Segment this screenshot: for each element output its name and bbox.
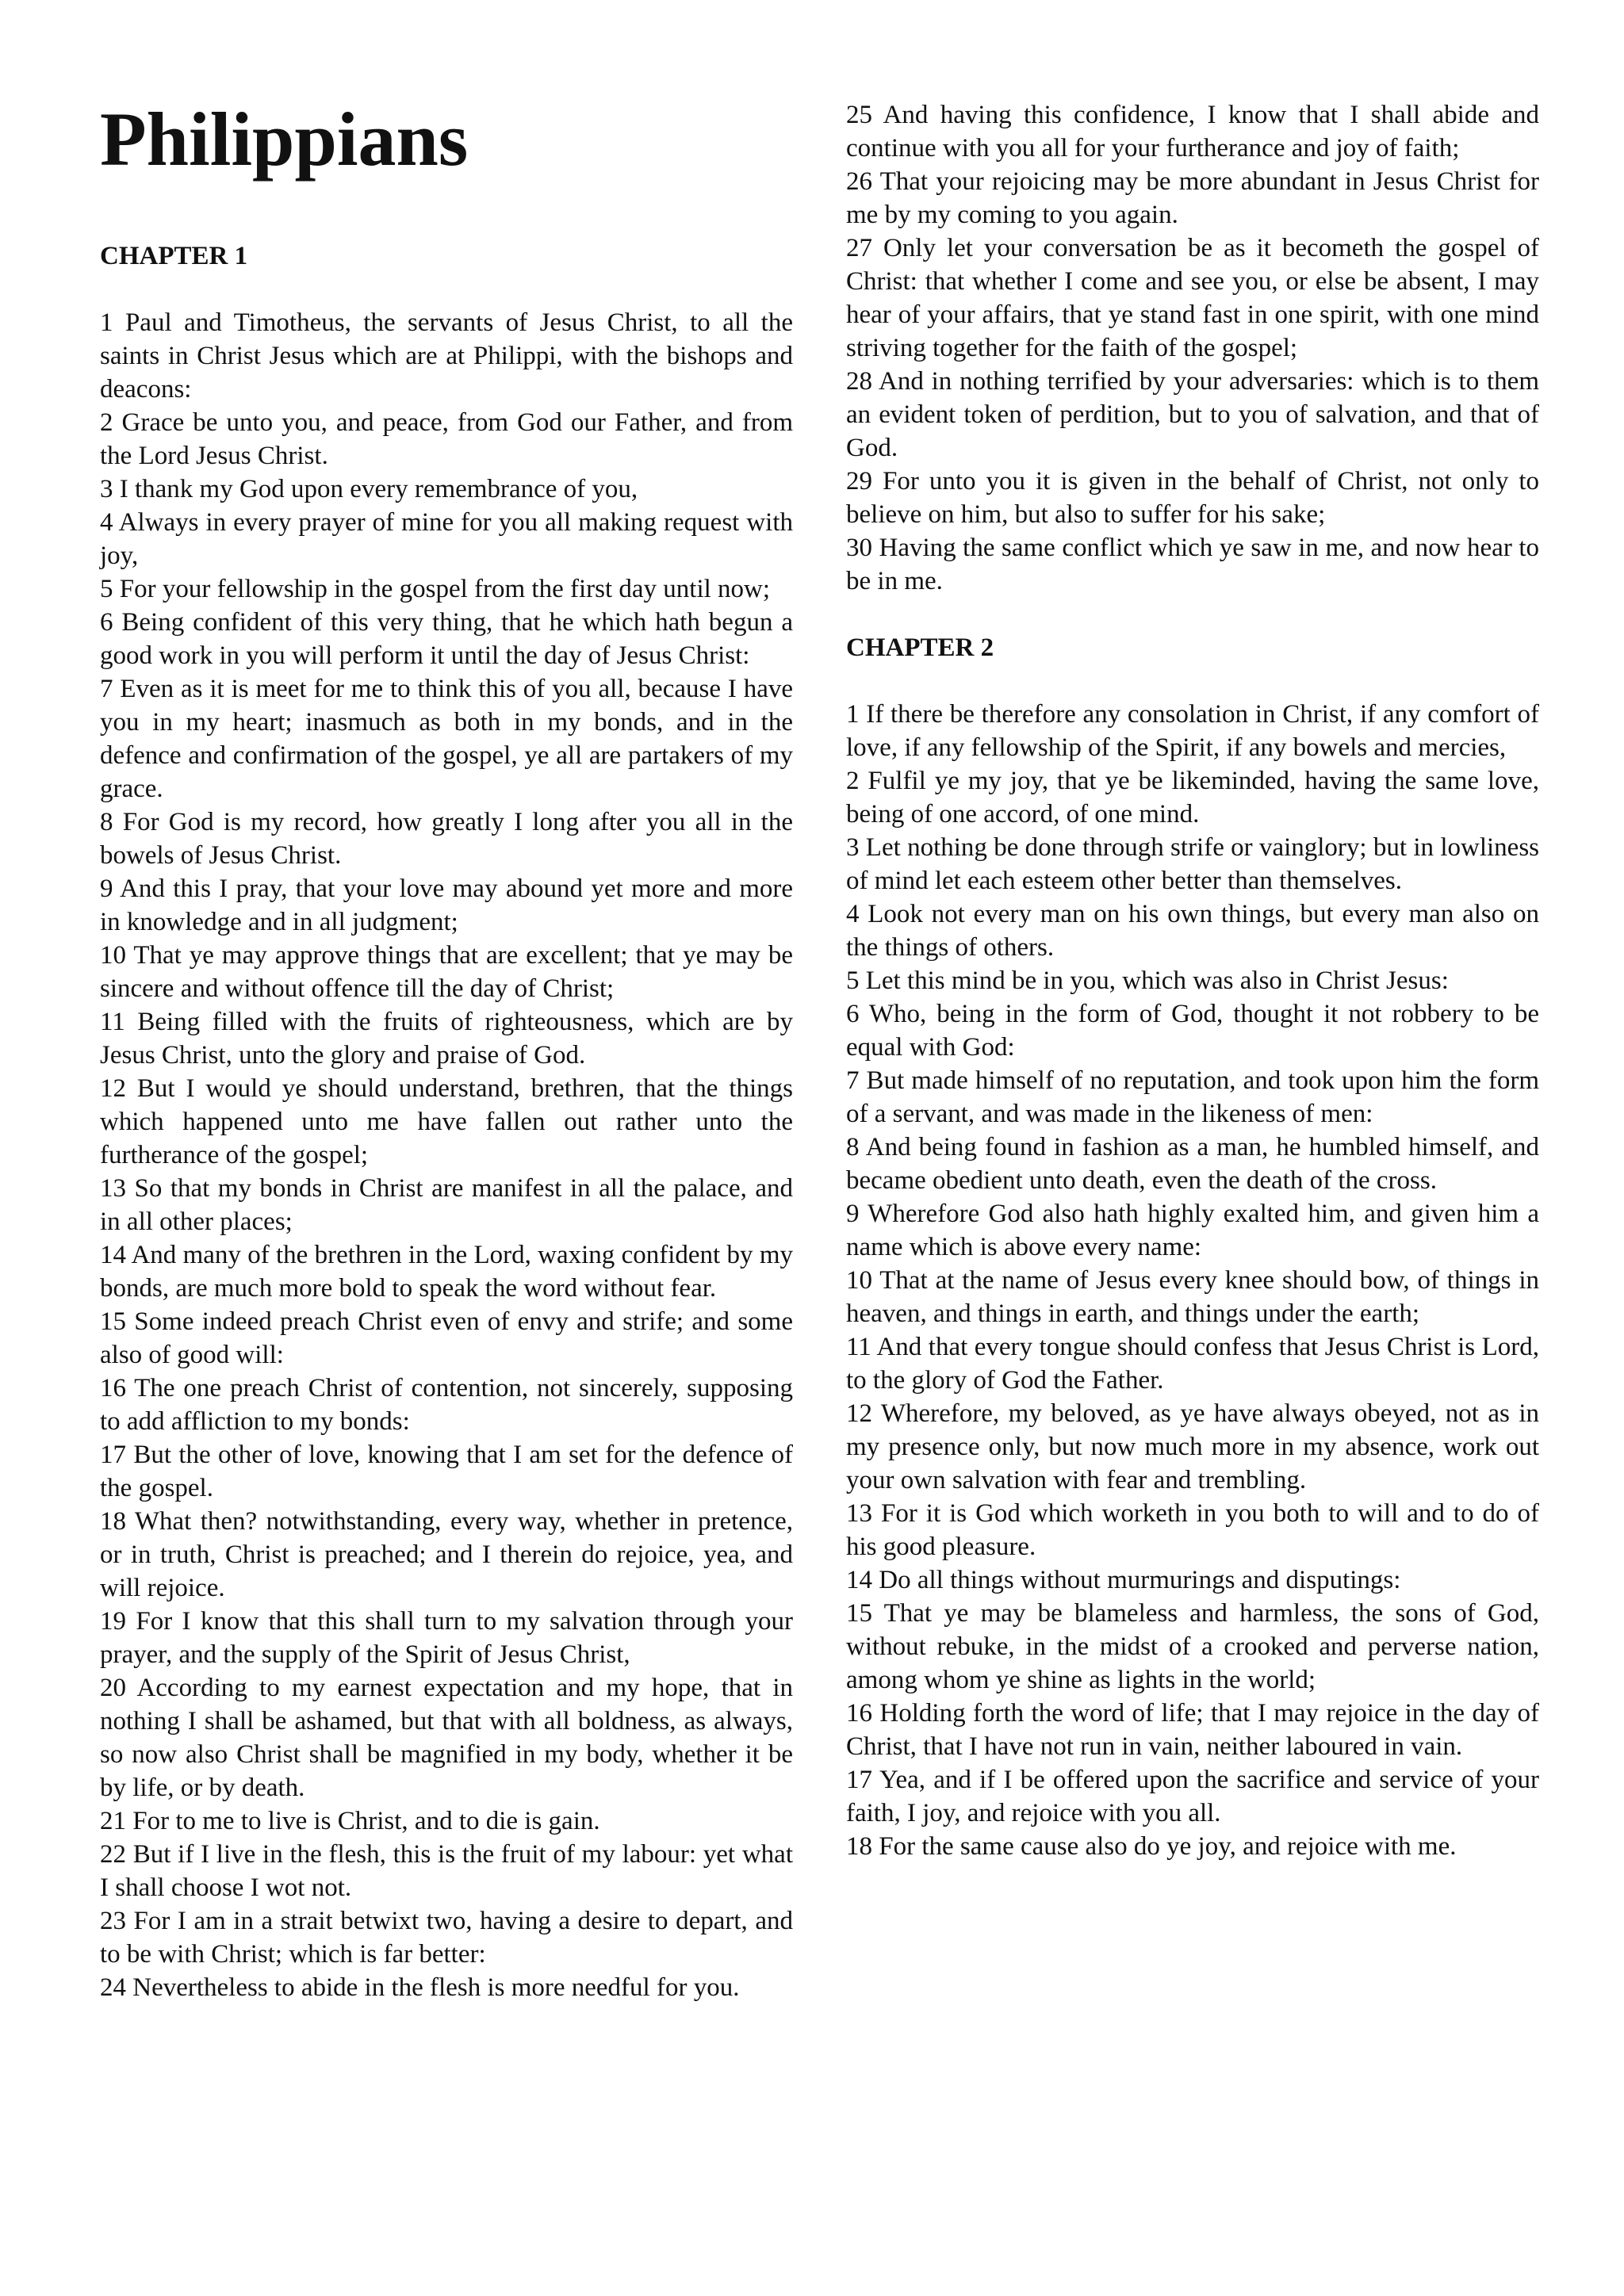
- verse: 12 Wherefore, my beloved, as ye have always obeyed, not as in my presence only, but now much more in my absence, work out your own salvation with fear and trembling.: [846, 1399, 1539, 1494]
- chapter-heading: CHAPTER 1: [100, 242, 248, 270]
- verse: 19 For I know that this shall turn to my salvation through your prayer, and the supply of the Spirit of Jesus Christ,: [100, 1607, 793, 1669]
- verse: 20 According to my earnest expectation and my hope, that in nothing I shall be ashamed, but that with all boldness, as always, so now also Christ shall be magnified in my body, whether it be by life, or by death.: [100, 1674, 793, 1802]
- right-column: [846, 98, 1539, 1863]
- verse: 27 Only let your conversation be as it becometh the gospel of Christ: that whether I come and see you, or else be absent, I may hear of your affairs, that ye stand fast in one spirit, with one mind striving together for the faith of the gospel;: [846, 234, 1539, 362]
- verse: 9 And this I pray, that your love may abound yet more and more in knowledge and in all judgment;: [100, 874, 793, 936]
- verse: 3 I thank my God upon every remembrance of you,: [100, 475, 638, 503]
- chapter-heading: CHAPTER 2: [846, 633, 994, 662]
- verse: 24 Nevertheless to abide in the flesh is more needful for you.: [100, 1973, 740, 2002]
- left-column: [100, 97, 793, 2004]
- verse: 17 But the other of love, knowing that I am set for the defence of the gospel.: [100, 1441, 793, 1502]
- verse: 26 That your rejoicing may be more abundant in Jesus Christ for me by my coming to you again.: [846, 167, 1539, 229]
- verse: 8 And being found in fashion as a man, he humbled himself, and became obedient unto death, even the death of the cross.: [846, 1133, 1539, 1195]
- verse: 1 If there be therefore any consolation in Christ, if any comfort of love, if any fellowship of the Spirit, if any bowels and mercies,: [846, 700, 1539, 762]
- verse: 15 That ye may be blameless and harmless, the sons of God, without rebuke, in the midst of a crooked and perverse nation, among whom ye shine as lights in the world;: [846, 1599, 1539, 1694]
- verse: 14 And many of the brethren in the Lord, waxing confident by my bonds, are much more bold to speak the word without fear.: [100, 1241, 793, 1303]
- verse: 6 Being confident of this very thing, that he which hath begun a good work in you will perform it until the day of Jesus Christ:: [100, 608, 793, 670]
- verse: 28 And in nothing terrified by your adversaries: which is to them an evident token of perdition, but to you of salvation, and that of God.: [846, 367, 1539, 462]
- verse: 11 Being filled with the fruits of righteousness, which are by Jesus Christ, unto the glory and praise of God.: [100, 1008, 793, 1070]
- verse: 25 And having this confidence, I know that I shall abide and continue with you all for your furtherance and joy of faith;: [846, 101, 1539, 163]
- verse: 8 For God is my record, how greatly I long after you all in the bowels of Jesus Christ.: [100, 808, 793, 870]
- verse: 7 Even as it is meet for me to think this of you all, because I have you in my heart; inasmuch as both in my bonds, and in the defence and confirmation of the gospel, ye all are partakers of my grace.: [100, 675, 793, 803]
- verse-list: [100, 306, 793, 2004]
- verse: 5 Let this mind be in you, which was also in Christ Jesus:: [846, 966, 1449, 995]
- verse: 16 Holding forth the word of life; that I may rejoice in the day of Christ, that I have not run in vain, neither laboured in vain.: [846, 1699, 1539, 1761]
- verse: 14 Do all things without murmurings and disputings:: [846, 1566, 1401, 1594]
- verse: 13 For it is God which worketh in you both to will and to do of his good pleasure.: [846, 1499, 1539, 1561]
- verse: 5 For your fellowship in the gospel from the first day until now;: [100, 575, 771, 603]
- verse: 12 But I would ye should understand, brethren, that the things which happened unto me have fallen out rather unto the furtherance of the gospel;: [100, 1074, 793, 1169]
- verse: 10 That at the name of Jesus every knee should bow, of things in heaven, and things in earth, and things under the earth;: [846, 1266, 1539, 1328]
- verse: 16 The one preach Christ of contention, not sincerely, supposing to add affliction to my bonds:: [100, 1374, 793, 1436]
- verse: 29 For unto you it is given in the behalf of Christ, not only to believe on him, but also to suffer for his sake;: [846, 467, 1539, 529]
- verse-list: [846, 698, 1539, 1863]
- verse: 2 Fulfil ye my joy, that ye be likeminded, having the same love, being of one accord, of one mind.: [846, 767, 1539, 828]
- verse: 10 That ye may approve things that are excellent; that ye may be sincere and without offence till the day of Christ;: [100, 941, 793, 1003]
- book-title: Philippians: [100, 97, 469, 182]
- verse: 30 Having the same conflict which ye saw in me, and now hear to be in me.: [846, 534, 1539, 595]
- verse: 23 For I am in a strait betwixt two, having a desire to depart, and to be with Christ; which is far better:: [100, 1907, 793, 1969]
- verse: 13 So that my bonds in Christ are manifest in all the palace, and in all other places;: [100, 1174, 793, 1236]
- verse: 21 For to me to live is Christ, and to die is gain.: [100, 1807, 600, 1835]
- verse: 18 What then? notwithstanding, every way, whether in pretence, or in truth, Christ is preached; and I therein do rejoice, yea, and will rejoice.: [100, 1507, 793, 1602]
- verse-list: [846, 98, 1539, 598]
- verse: 6 Who, being in the form of God, thought it not robbery to be equal with God:: [846, 1000, 1539, 1062]
- verse: 11 And that every tongue should confess that Jesus Christ is Lord, to the glory of God the Father.: [846, 1333, 1539, 1395]
- verse: 3 Let nothing be done through strife or vainglory; but in lowliness of mind let each esteem other better than themselves.: [846, 833, 1539, 895]
- verse: 1 Paul and Timotheus, the servants of Jesus Christ, to all the saints in Christ Jesus which are at Philippi, with the bishops and deacons:: [100, 308, 793, 404]
- verse: 2 Grace be unto you, and peace, from God our Father, and from the Lord Jesus Christ.: [100, 408, 793, 470]
- verse: 18 For the same cause also do ye joy, and rejoice with me.: [846, 1832, 1457, 1861]
- verse: 9 Wherefore God also hath highly exalted him, and given him a name which is above every name:: [846, 1200, 1539, 1261]
- verse: 4 Always in every prayer of mine for you all making request with joy,: [100, 508, 793, 570]
- verse: 15 Some indeed preach Christ even of envy and strife; and some also of good will:: [100, 1307, 793, 1369]
- verse: 7 But made himself of no reputation, and took upon him the form of a servant, and was made in the likeness of men:: [846, 1066, 1539, 1128]
- verse: 4 Look not every man on his own things, but every man also on the things of others.: [846, 900, 1539, 962]
- verse: 22 But if I live in the flesh, this is the fruit of my labour: yet what I shall choose I wot not.: [100, 1840, 793, 1902]
- verse: 17 Yea, and if I be offered upon the sacrifice and service of your faith, I joy, and rejoice with you all.: [846, 1766, 1539, 1827]
